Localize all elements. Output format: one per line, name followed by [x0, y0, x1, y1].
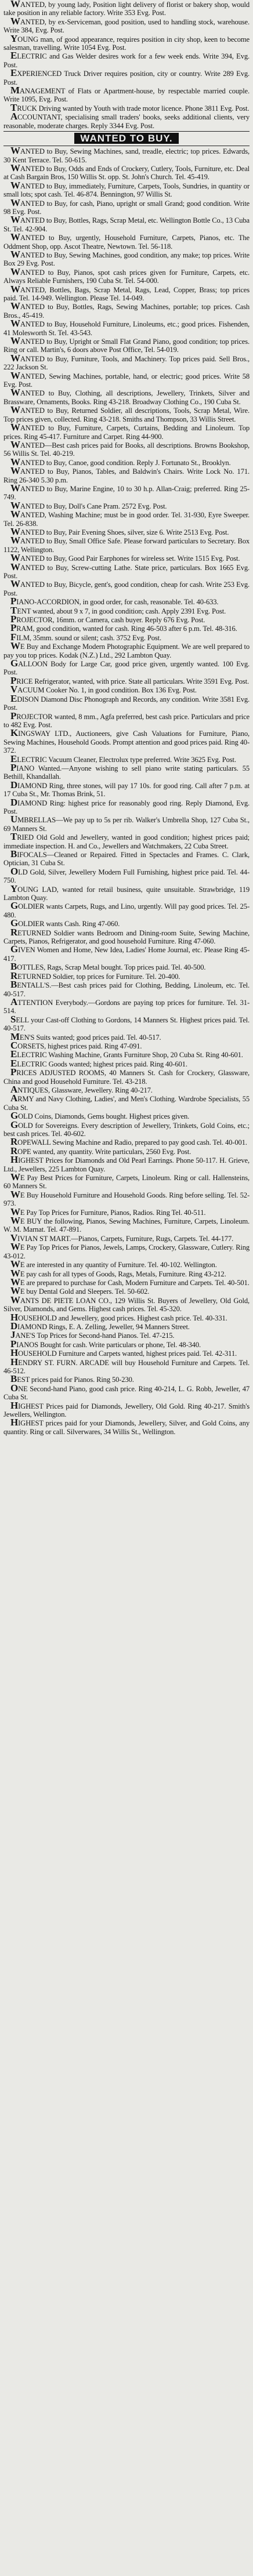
classified-ad: RETURNED Soldier wants Bedroom and Dining-room Suite, Sewing Machine, Carpets, Pianos, Refrigerator, and good household Furniture. Ring 47-060.	[3, 926, 250, 946]
classified-ad: WANTED, Washing Machine; must be in good order. Tel. 31-930, Eyre Sweeper. Tel. 26-838.	[3, 509, 250, 528]
classified-ad: YOUNG LAD, wanted for retail business, quite unsuitable. Strawbridge, 119 Lambton Quay.	[3, 883, 250, 902]
classified-ad: GALLOON Body for Large Car, good price given, urgently wanted. 100 Evg. Post.	[3, 658, 250, 677]
classified-ad: HENDRY ST. FURN. ARCADE will buy Household Furniture and Carpets. Tel. 46-512.	[3, 1356, 250, 1375]
classified-ad: WANTED, by young lady, Position light delivery of florist or bakery shop, would take position in any reliable factory. Write 353 Evg. Post.	[3, 0, 250, 17]
classified-ad: ELECTRIC Vacuum Cleaner, Electrolux type preferred. Write 3625 Evg. Post.	[10, 753, 236, 764]
classified-ad: DIAMOND Rings, E. A. Zelling, Jeweller, 94 Manners Street.	[10, 1320, 190, 1331]
classified-ad: WE Buy Household Furniture and Household Goods. Ring before selling. Tel. 52-973.	[3, 1188, 250, 1208]
classified-ad: HIGHEST Prices for Diamonds and Old Pearl Earrings. Phone 50-117. H. Grieve, Ltd., Jewellers, 225 Lambton Quay.	[3, 1154, 250, 1173]
classified-ad: TRUCK Driving wanted by Youth with trade motor licence. Phone 3811 Evg. Post.	[10, 101, 250, 113]
classified-ad: WANTED, by ex-Serviceman, good position, used to handling stock, warehouse. Write 384, Evg. Post.	[3, 15, 250, 35]
classified-ad: VIVIAN ST MART.—Pianos, Carpets, Furniture, Rugs, Carpets. Tel. 44-177.	[10, 1232, 234, 1243]
classified-ad: ROPEWALL Sewing Machine and Radio, prepared to pay good cash. Tel. 40-001.	[10, 1136, 247, 1148]
classified-ad: WANTED to Buy, Marine Engine, 10 to 30 h.p. Allan-Craig; preferred. Ring 25-749.	[3, 482, 250, 502]
classified-ad: HOUSEHOLD Furniture and Carpets wanted, highest prices paid. Tel. 42-311.	[10, 1347, 237, 1359]
classified-ad: WANTED to Buy, Bicycle, gent's, good condition, cheap for cash. Write 253 Evg. Post.	[3, 578, 250, 597]
classified-ad: WANTED to Buy, Pair Evening Shoes, silver, size 6. Write 2513 Evg. Post.	[10, 525, 229, 537]
classified-ad: WANTED to Buy, Furniture, Carpets, Curtains, Bedding and Linoleum. Top prices. Ring 45-417. Furniture and Carpet. Ring 44-900.	[3, 422, 250, 441]
classified-ad: SELL your Cast-off Clothing to Gordons, 14 Manners St. Highest prices paid. Tel. 40-517.	[3, 1013, 250, 1033]
classified-ad: HOUSEHOLD and Jewellery, good prices. Highest cash price. Tel. 40-331.	[10, 1311, 227, 1323]
classified-ad: EDISON Diamond Disc Phonograph and Records, any condition. Write 3581 Evg. Post.	[3, 692, 250, 712]
wanted-to-buy-ads	[3, 147, 250, 1436]
classified-ad: PRICES ADJUSTED ROOMS, 40 Manners St. Cash for Crockery, Glassware, China and good Household Furniture. Tel. 43-218.	[3, 1066, 250, 1086]
section-heading	[3, 131, 250, 146]
classified-ad: HIGHEST prices paid for your Diamonds, Jewellery, Silver, and Gold Coins, any quantity. Ring or call. Silverwares, 34 Willis St., Wellington.	[3, 1417, 250, 1436]
classified-ad: WANTED to Buy, Pianos, Tables, and Baldwin's Chairs. Write Lock No. 171. Ring 26-340 5.30 p.m.	[3, 465, 250, 484]
classified-ad: GOLD Coins, Diamonds, Gems bought. Highest prices given.	[10, 1110, 190, 1122]
classified-ad: WANTED to Buy, Returned Soldier, all descriptions, Tools, Scrap Metal, Wire. Top prices given, collected. Ring 43-218. Smiths and Thompson, 33 Willis Street.	[3, 404, 250, 423]
classified-ad: PROJECTOR wanted, 8 mm., Agfa preferred, best cash price. Particulars and price to 482 Evg. Post.	[3, 710, 250, 729]
classified-ad: WANTED, Sewing Machines, portable, hand, or electric; good prices. Write 58 Evg. Post.	[3, 369, 250, 389]
classified-ad: GOLD for Sovereigns. Every description of Jewellery, Trinkets, Gold Coins, etc.; best cash prices. Tel. 40-602.	[3, 1119, 250, 1138]
classified-ad: GOLDIER wants Carpets, Rugs, and Lino, urgently. Will pay good prices. Tel. 25-480.	[3, 900, 250, 919]
classified-ad: VACUUM Cooker No. 1, in good condition. Box 136 Evg. Post.	[10, 684, 197, 695]
classified-ad: UMBRELLAS—We pay up to 5s per rib. Walker's Umbrella Shop, 127 Cuba St., 69 Manners St.	[3, 814, 250, 833]
classified-ad: WANTED, Bottles, Bags, Scrap Metal, Rags, Lead, Copper, Brass; top prices paid. Tel. 14-949. Wellington. Please Tel. 14-049.	[3, 283, 250, 302]
classified-ad: WANTED to Buy, for cash, Piano, upright or small Grand; good condition. Write 98 Evg. Post.	[3, 197, 250, 216]
classified-ad: BEST prices paid for Pianos. Ring 50-230.	[10, 1373, 134, 1385]
classified-ad: WANTED to Buy, Doll's Cane Pram. 2572 Evg. Post.	[10, 499, 167, 511]
classified-ad: DIAMOND Ring, three stones, will pay 17 10s. for good ring. Call after 7 p.m. at 17 Cuba St., Mr. Thomas Brink, 51.	[3, 779, 250, 799]
classified-ad: HIGHEST Prices paid for Diamonds, Jewellery, Old Gold. Ring 40-217. Smith's Jewellers, Wellington.	[3, 1399, 250, 1418]
classified-ad: BENTALL'S.—Best cash prices paid for Clothing, Bedding, Linoleum, etc. Tel. 40-517.	[3, 979, 250, 998]
classified-ad: WANTED to Buy, Good Pair Earphones for wireless set. Write 1515 Evg. Post.	[10, 552, 240, 564]
classified-ad: WE are interested in any quantity of Furniture. Tel. 40-102. Wellington.	[10, 1258, 217, 1270]
classified-ad: PIANO-ACCORDION, in good order, for cash, reasonable. Tel. 40-633.	[10, 596, 219, 607]
classified-ad: WANTED to Buy, Screw-cutting Lathe. State price, particulars. Box 1665 Evg. Post.	[3, 561, 250, 580]
classified-ad: WANTED to Buy, immediately, Furniture, Carpets, Tools, Sundries, in quantity or small lots; spot cash. Tel. 46-874. Bennington, 97 Willis St.	[3, 179, 250, 199]
classified-ad: WANTED to Buy, urgently, Household Furniture, Carpets, Pianos, etc. The Oddment Shop, opp. Ascot Theatre, Newtown. Tel. 56-118.	[3, 231, 250, 251]
classified-ad: WANTS DE PIETE LOAN CO., 129 Willis St. Buyers of Jewellery, Old Gold, Silver, Diamonds, and Gems. Highest cash prices. Tel. 45-320.	[3, 1294, 250, 1314]
classified-ad: WE Pay Best Prices for Furniture, Carpets, Linoleum. Ring or call. Hallensteins, 60 Manners St.	[3, 1171, 250, 1191]
classified-ad: WE buy Dental Gold and Sleepers. Tel. 50-602.	[10, 1285, 150, 1297]
classified-ad: PIANOS Bought for cash. Write particulars or phone, Tel. 48-340.	[10, 1338, 201, 1349]
classified-ad: WANTED to Buy, Pianos, spot cash prices given for Furniture, Carpets, etc. Always Reliable Furnishers, 190 Cuba St. Tel. 54-000.	[3, 266, 250, 285]
classified-ad: PRICE Refrigerator, wanted, with price. State all particulars. Write 3591 Evg. Post.	[10, 674, 249, 686]
classified-ad: FILM, 35mm. sound or silent; cash. 3752 Evg. Post.	[10, 631, 161, 643]
classified-ad: WANTED to Buy, Bottles, Rags, Sewing Machines, portable; top prices. Cash Bros., 45-419.	[3, 300, 250, 320]
classified-ad: WE pay cash for all types of Goods, Rags, Metals, Furniture. Ring 43-212.	[10, 1267, 226, 1279]
classified-ad: ELECTRIC and Gas Welder desires work for a few week ends. Write 394, Evg. Post.	[3, 50, 250, 69]
classified-ad: WANTED to Buy, Furniture, Tools, and Machinery. Top prices paid. Sell Bros., 222 Jackson St.	[3, 352, 250, 372]
classified-ad: DIAMOND Ring: highest price for reasonably good ring. Reply Diamond, Evg. Post.	[3, 796, 250, 815]
classified-ad: WANTED to Buy, Household Furniture, Linoleums, etc.; good prices. Fishenden, 41 Molesworth St. Tel. 43-543.	[3, 318, 250, 337]
classified-ad: ELECTRIC Goods wanted; highest prices paid. Ring 40-601.	[10, 1057, 187, 1069]
classified-ad: WANTED—Best cash prices paid for Books, all descriptions. Browns Bookshop, 56 Willis St. Tel. 40-219.	[3, 438, 250, 458]
classified-ad: WANTED to Buy, Sewing Machines, good condition, any make; top prices. Write Box 29 Evg. Post.	[3, 248, 250, 268]
positions-wanted-ads	[3, 0, 250, 130]
classified-ad: WANTED to Buy, Upright or Small Flat Grand Piano, good condition; top prices. Ring or call. Martin's, 6 doors above Post Office, Tel. 54-019.	[3, 335, 250, 354]
classified-ad: PROJECTOR, 16mm. or Camera, cash buyer. Reply 676 Evg. Post.	[10, 614, 205, 625]
classified-ad: CORSETS, highest prices paid. Ring 47-091.	[10, 1039, 142, 1051]
classified-ad: ARMY and Navy Clothing, Ladies', and Men's Clothing. Wardrobe Specialists, 55 Cuba St.	[3, 1093, 250, 1112]
classified-ad: ROPE wanted, any quantity. Write particulars, 2560 Evg. Post.	[10, 1145, 191, 1156]
classified-ad: EXPERIENCED Truck Driver requires position, city or country. Write 289 Evg. Post.	[3, 67, 250, 86]
classified-ad: WE Pay Top Prices for Pianos, Jewels, Lamps, Crockery, Glassware, Cutlery. Ring 43-012.	[3, 1241, 250, 1260]
classified-ad: GOLDIER wants Cash. Ring 47-060.	[10, 917, 120, 929]
classified-ad: WANTED to Buy, Bottles, Rags, Scrap Metal, etc. Wellington Bottle Co., 13 Cuba St. Tel. 42-904.	[3, 214, 250, 233]
classified-ad: BOTTLES, Rags, Scrap Metal bought. Top prices paid. Tel. 40-500.	[10, 961, 206, 973]
classified-column	[3, 0, 250, 1436]
classified-ad: ACCOUNTANT, specialising small traders' books, seeks additional clients, very reasonable, moderate charges. Reply 3344 Evg. Post.	[3, 111, 250, 130]
classified-ad: KINGSWAY LTD., Auctioneers, give Cash Valuations for Furniture, Piano, Sewing Machines, Household Goods. Prompt attention and good prices paid. Ring 40-372.	[3, 727, 250, 755]
classified-ad: MEN'S Suits wanted; good prices paid. Tel. 40-517.	[10, 1031, 161, 1042]
classified-ad: TRIED Old Gold and Jewellery, wanted in good condition; highest prices paid; immediate inspection. H. and Co., Jewellers and Watchmakers, 22 Cuba Street.	[3, 831, 250, 850]
classified-ad: WANTED to Buy, Clothing, all descriptions, Jewellery, Trinkets, Silver and Brassware, Ornaments, Books. Ring 43-218. Broadway Clothing Co., 190 Cuba St.	[3, 387, 250, 406]
classified-ad: WE BUY the following, Pianos, Sewing Machines, Furniture, Carpets, Linoleum. W. M. Marnat. Tel. 47-891.	[3, 1215, 250, 1234]
classified-ad: RETURNED Soldier, top prices for Furniture. Tel. 20-400.	[10, 970, 180, 981]
classified-ad: WANTED to Buy, Odds and Ends of Crockery, Cutlery, Tools, Furniture, etc. Deal at Cash Bargain Bros, 150 Willis St. opp. St. John's Church. Tel. 45-419.	[3, 162, 250, 182]
classified-ad: OLD Gold, Silver, Jewellery Modern Full Furnishing, highest price paid. Tel. 44-750.	[3, 865, 250, 885]
classified-ad: ATTENTION Everybody.—Gordons are paying top prices for furniture. Tel. 31-514.	[3, 996, 250, 1015]
classified-ad: JANE'S Top Prices for Second-hand Pianos. Tel. 47-215.	[10, 1329, 175, 1341]
classified-ad: WE Buy and Exchange Modern Photographic Equipment. We are well prepared to pay you top prices. Kodak (N.Z.) Ltd., 292 Lambton Quay.	[3, 640, 250, 659]
classified-ad: YOUNG man, of good appearance, requires position in city shop, keen to become salesman, travelling. Write 1054 Evg. Post.	[3, 32, 250, 52]
classified-ad: WANTED to Buy, Sewing Machines, sand, treadle, electric; top prices. Edwards, 30 Kent Terrace. Tel. 50-615.	[3, 145, 250, 164]
classified-ad: BIFOCALS—Cleaned or Repaired. Fitted in Spectacles and Frames. C. Clark, Optician, 31 Cuba St.	[3, 848, 250, 868]
classified-ad: ELECTRIC Washing Machine, Grants Furniture Shop, 20 Cuba St. Ring 40-601.	[10, 1048, 243, 1060]
classified-ad: GIVEN Women and Home, New Idea, Ladies' Home Journal, etc. Please Ring 45-417.	[3, 944, 250, 963]
classified-ad: TENT wanted, about 9 x 7, in good condition; cash. Apply 2391 Evg. Post.	[10, 604, 226, 616]
classified-ad: WE Pay Top Prices for Furniture, Pianos, Radios. Ring Tel. 40-511.	[10, 1206, 206, 1217]
classified-ad: ANTIQUES, Glassware, Jewellery. Ring 40-217.	[10, 1083, 153, 1095]
classified-ad: ONE Second-hand Piano, good cash price. Ring 40-214, L. G. Robb, Jeweller, 47 Cuba St.	[3, 1382, 250, 1402]
classified-ad: WE are prepared to purchase for Cash, Modern Furniture and Carpets. Tel. 40-501.	[10, 1276, 250, 1287]
classified-ad: MANAGEMENT of Flats or Apartment-house, by respectable married couple. Write 1095, Evg. Post.	[3, 85, 250, 104]
classified-ad: WANTED to Buy, Canoe, good condition. Reply J. Fortunato St., Brooklyn.	[10, 456, 231, 467]
classified-ad: PRAM, good condition, wanted for cash. Ring 46-503 after 6 p.m. Tel. 48-316.	[10, 622, 237, 634]
classified-ad: PIANO Wanted.—Anyone wishing to sell piano write stating particulars. 55 Bethill, Khandallah.	[3, 761, 250, 781]
classified-ad: WANTED to Buy, Small Office Safe. Please forward particulars to Secretary. Box 1122, Wellington.	[3, 535, 250, 554]
section-heading-text: WANTED TO BUY.	[74, 133, 178, 144]
